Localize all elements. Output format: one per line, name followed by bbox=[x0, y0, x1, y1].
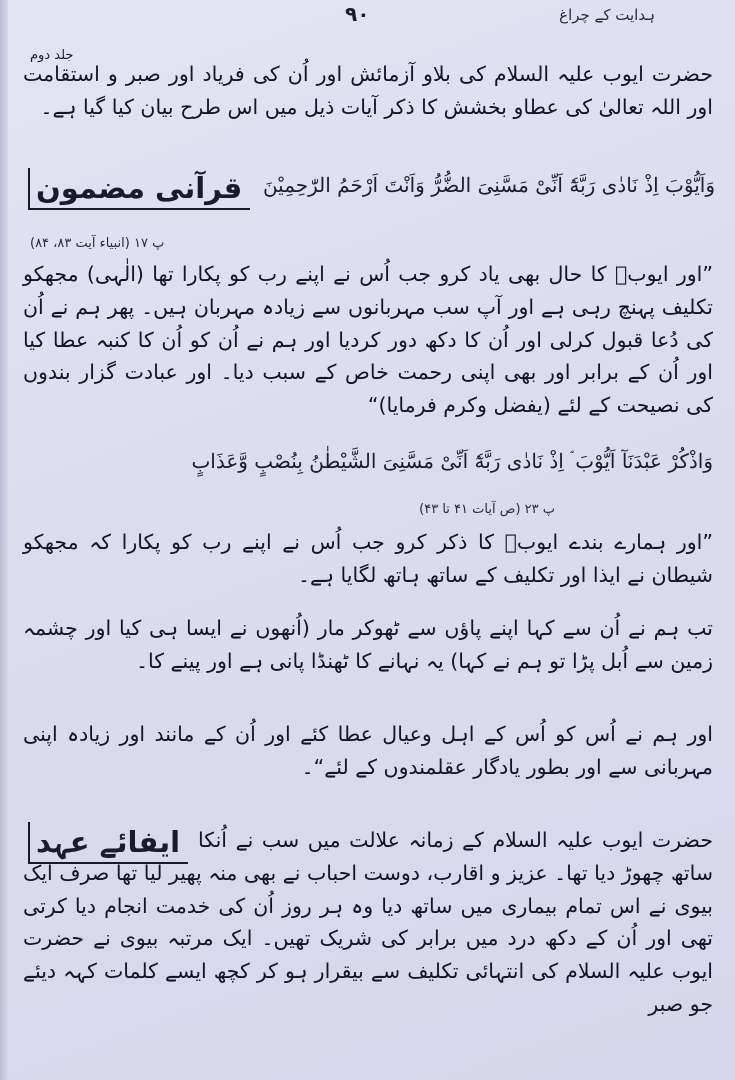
running-title: ہدایت کے چراغ bbox=[559, 6, 655, 24]
section-heading-ifa-e-ahd: ایفائے عہد bbox=[28, 822, 188, 864]
ayah-anbiya: وَاَیُّوْبَ اِذْ نَادٰی رَبَّهٗٓ اَنِّیْ مَسَّنِیَ الضُّرُّ وَاَنْتَ اَرْحَمُ الرّٰحِمِیْنَ bbox=[262, 173, 715, 197]
volume-label: جلد دوم bbox=[30, 48, 74, 63]
section-heading-quranic: قرآنی مضمون bbox=[28, 168, 250, 210]
ifa-e-ahd-text: حضرت ایوب علیہ السلام کے زمانہ علالت میں سب نے اُنکا ساتھ چھوڑ دیا تھا۔ عزیز و اقارب، دوست احباب نے بھی منہ پھیر لیا تھا صرف ایک بیوی نے اس تمام بیماری میں ساتھ دیا وہ ہر روز اُن کی خدمت انجام دیا کرتی تھی اور اُن کے دکھ درد میں برابر کی شریک تھیں۔ ایک مرتبہ بیوی نے حضرت ایوب علیہ السلام کی انتہائی تکلیف سے بیقرار ہو کر کچھ ایسے کلمات کہہ دیئے جو صبر bbox=[23, 828, 713, 1016]
translation-sad-3: اور ہم نے اُس کو اُس کے اہل وعیال عطا کئے اور اُن کے مانند اور زیادہ اپنی مہربانی سے اور بطور یادگار عقلمندوں کے لئے“۔ bbox=[23, 722, 713, 779]
heading-space bbox=[23, 824, 198, 854]
ayah-sad-reference: پ ۲۳ (ص آیات ۴۱ تا ۴۳) bbox=[419, 502, 555, 517]
translation-sad-1: ”اور ہمارے بندے ایوبؑ کا ذکر کرو جب اُس نے اپنے رب کو پکارا کہ مجھکو شیطان نے ایذا اور تکلیف کے ساتھ ہاتھ لگایا ہے۔ bbox=[23, 530, 713, 587]
translation-anbiya: ”اور ایوبؑ کا حال بھی یاد کرو جب اُس نے اپنے رب کو پکارا تھا (الٰہی) مجھکو تکلیف پہنچ رہی ہے اور آپ سب مہربانوں سے زیادہ مہربان ہیں۔ پھر ہم نے اُن کی دُعا قبول کرلی اور اُن کا دکھ دور کردیا اور ہم نے اُن کو اُن کا کنبہ عطا کیا اور اُن کے برابر اور بھی اپنی رحمت خاص کے سبب دیا۔ اور عبادت گزار بندوں کی نصیحت کے لئے (یفضل وکرم فرمایا)“ bbox=[23, 262, 713, 418]
ayah-sad: وَاذْكُرْ عَبْدَنَآ اَیُّوْبَ ۘ اِذْ نَادٰی رَبَّهٗٓ اَنِّیْ مَسَّنِیَ الشَّیْطٰنُ بِنُصْبٍ وَّعَذَابٍ bbox=[191, 449, 713, 473]
translation-sad-2: تب ہم نے اُن سے کہا اپنے پاؤں سے ٹھوکر مار (اُنھوں نے ایسا ہی کیا اور چشمہ زمین سے اُبل پڑا تو ہم نے کہا) یہ نہانے کا ٹھنڈا پانی ہے اور پینے کا۔ bbox=[23, 616, 713, 673]
ifa-e-ahd-paragraph bbox=[23, 824, 713, 1021]
intro-paragraph: حضرت ایوب علیہ السلام کی بلاو آزمائش اور اُن کی فریاد اور صبر و استقامت اور اللہ تعالیٰ کی عطاو بخشش کا ذکر آیات ذیل میں اس طرح بیان کیا گیا ہے۔ bbox=[23, 62, 713, 119]
ayah-anbiya-reference: پ ۱۷ (انبیاء آیت ۸۳، ۸۴) bbox=[30, 236, 165, 251]
page-number: ۹۰ bbox=[345, 2, 370, 26]
